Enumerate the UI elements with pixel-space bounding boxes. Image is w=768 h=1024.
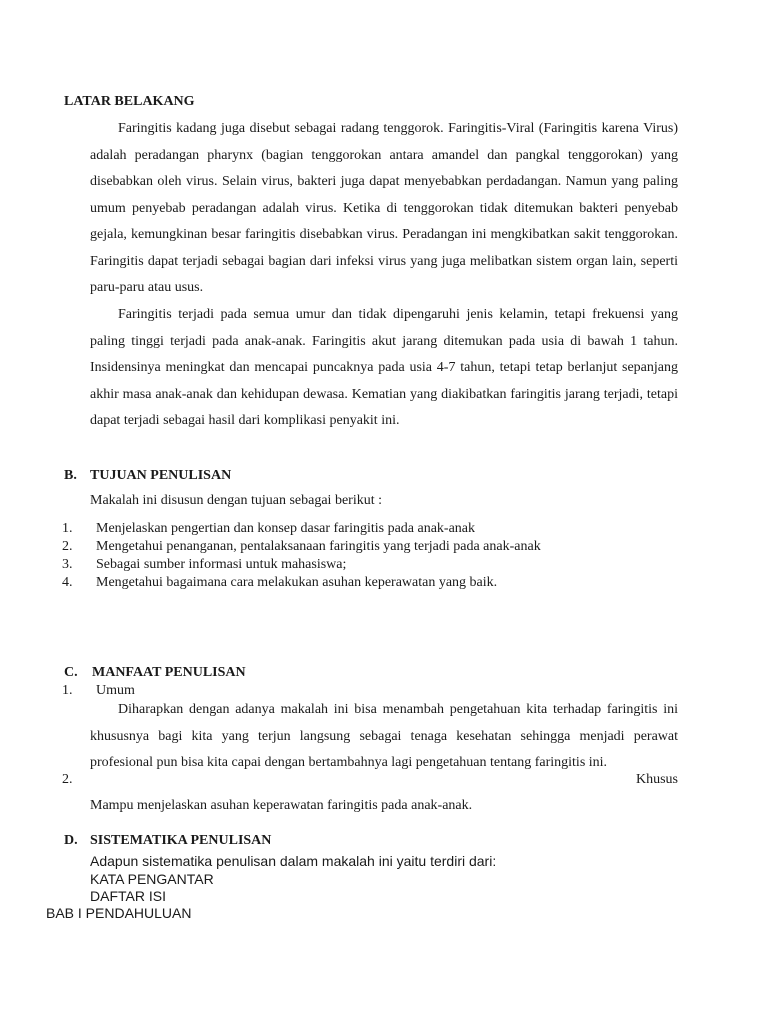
sistematika-line-daftar-isi: DAFTAR ISI	[90, 888, 166, 904]
tujuan-intro: Makalah ini disusun dengan tujuan sebagai berikut :	[90, 493, 382, 508]
section-letter-b: B.	[64, 468, 77, 483]
latar-paragraph-2: Faringitis terjadi pada semua umur dan tidak dipengaruhi jenis kelamin, tetapi frekuensi yang paling tinggi terjadi pada anak-anak. Faringitis akut jarang ditemukan pada usia di bawah 1 tahun. Insidensinya meningkat dan mencapai puncaknya pada usia 4-7 tahun, tetapi tetap berlanjut sepanjang akhir masa anak-anak dan kehidupan dewasa. Kematian yang diakibatkan faringitis jarang terjadi, tetapi dapat terjadi sebagai hasil dari komplikasi penyakit ini.	[90, 307, 678, 428]
sistematika-intro: Adapun sistematika penulisan dalam makalah ini yaitu terdiri dari:	[90, 853, 497, 869]
manfaat-item-label-umum: Umum	[96, 683, 135, 698]
sistematika-line-kata-pengantar: KATA PENGANTAR	[90, 871, 214, 887]
section-letter-c: C.	[64, 665, 78, 680]
section-heading-tujuan: TUJUAN PENULISAN	[90, 468, 232, 483]
list-item-text: Mengetahui penanganan, pentalaksanaan faringitis yang terjadi pada anak-anak	[96, 539, 541, 554]
section-letter-d: D.	[64, 833, 78, 848]
list-item-number: 1.	[62, 521, 73, 536]
manfaat-item-number-2: 2.	[62, 772, 73, 787]
section-heading-sistematika: SISTEMATIKA PENULISAN	[90, 833, 272, 848]
list-item-text: Sebagai sumber informasi untuk mahasiswa;	[96, 557, 347, 572]
list-item-number: 2.	[62, 539, 73, 554]
manfaat-khusus-text: Mampu menjelaskan asuhan keperawatan faringitis pada anak-anak.	[90, 798, 473, 813]
section-heading-manfaat: MANFAAT PENULISAN	[92, 665, 246, 680]
list-item-number: 4.	[62, 575, 73, 590]
manfaat-item-label-khusus: Khusus	[635, 772, 678, 787]
list-item-text: Mengetahui bagaimana cara melakukan asuhan keperawatan yang baik.	[96, 575, 498, 590]
manfaat-umum-paragraph: Diharapkan dengan adanya makalah ini bisa menambah pengetahuan kita terhadap faringitis ini khususnya bagi kita yang terjun langsung sebagai tenaga kesehatan sehingga menjadi perawat profesional pun bisa kita capai dengan bertambahnya lagi pengetahuan tentang faringitis ini.	[90, 702, 678, 770]
list-item-text: Menjelaskan pengertian dan konsep dasar faringitis pada anak-anak	[96, 521, 476, 536]
latar-paragraph-1: Faringitis kadang juga disebut sebagai radang tenggorok. Faringitis-Viral (Faringitis karena Virus) adalah peradangan pharynx (bagian tenggorokan antara amandel dan pangkal tenggorokan) yang disebabkan oleh virus. Selain virus, bakteri juga dapat menyebabkan perdadangan. Namun yang paling umum penyebab peradangan adalah virus. Ketika di tenggorokan tidak ditemukan bakteri penyebab gejala, kemungkinan besar faringitis disebabkan virus. Peradangan ini mengkibatkan sakit tenggorokan. Faringitis dapat terjadi sebagai bagian dari infeksi virus yang juga melibatkan sistem organ lain, seperti paru-paru atau usus.	[90, 121, 678, 295]
sistematika-line-bab-i: BAB I PENDAHULUAN	[46, 905, 192, 921]
section-heading-latar-belakang: LATAR BELAKANG	[64, 94, 195, 109]
list-item-number: 3.	[62, 557, 73, 572]
manfaat-item-number-1: 1.	[62, 683, 73, 698]
